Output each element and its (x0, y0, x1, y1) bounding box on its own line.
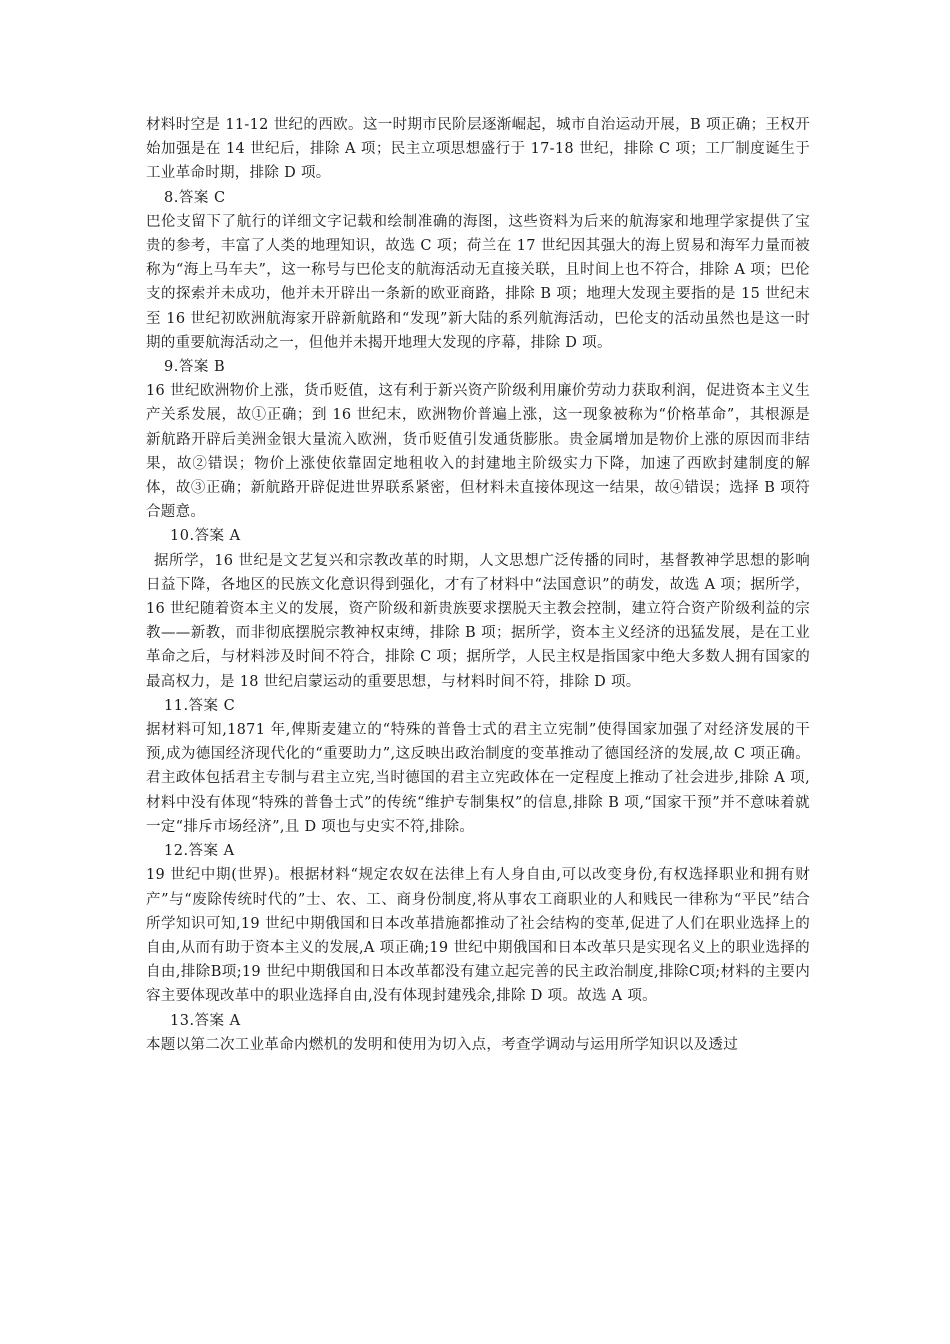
answer-heading-10: 10.答案 A (170, 528, 241, 545)
paragraph-question-12-explanation: 19 世纪中期(世界)。根据材料“规定农奴在法律上有人身自由,可以改变身份,有权选择职业和拥有财产”与“废除传统时代的”士、农、工、商身份制度,将从事农工商职业的人和贱民一律称为“平民”结合所学知识可知,19 世纪中期俄国和日本改革措施都推动了社会结构的变革,促进了人们在职业选择上的自由,从而有助于资本主义的发展,A 项正确;19 世纪中期俄国和日本改革只是实现名义上的职业选择的自由,排除B项;19 世纪中期俄国和日本改革都没有建立起完善的民主政治制度,排除C项;材料的主要内容主要体现改革中的职业选择自由,没有体现封建残余,排除 D 项。故选 A 项。 (146, 867, 810, 1005)
answer-heading-9: 9.答案 B (164, 359, 226, 376)
paragraph-question-11-explanation: 据材料可知,1871 年,俾斯麦建立的“特殊的普鲁士式的君主立宪制”使得国家加强了对经济发展的干预,成为德国经济现代化的“重要助力”,这反映出政治制度的变革推动了德国经济的发展,故 C 项正确。君主政体包括君主专制与君主立宪,当时德国的君主立宪政体在一定程度上推动了社会进步,排除 A 项,材料中没有体现“特殊的普鲁士式”的传统“维护专制集权”的信息,排除 B 项,“国家干预”并不意味着就一定“排斥市场经济”,且 D 项也与史实不符,排除。 (146, 722, 810, 835)
paragraph-question-13-explanation: 本题以第二次工业革命内燃机的发明和使用为切入点，考查学调动与运用所学知识以及透过 (146, 1036, 738, 1053)
answer-heading-13: 13.答案 A (170, 1012, 241, 1029)
answer-heading-11: 11.答案 C (164, 697, 236, 714)
paragraph-question-10-explanation: 据所学，16 世纪是文艺复兴和宗教改革的时期，人文思想广泛传播的同时，基督教神学思想的影响日益下降，各地区的民族文化意识得到强化，才有了材料中“法国意识”的萌发，故选 A 项；据所学，16 世纪随着资本主义的发展，资产阶级和新贵族要求摆脱天主教会控制，建立符合资产阶级利益的宗教——新教，而非彻底摆脱宗教神权束缚，排除 B 项；据所学，资本主义经济的迅猛发展，是在工业革命之后，与材料涉及时间不符合，排除 C 项；据所学，人民主权是指国家中绝大多数人拥有国家的最高权力，是 18 世纪启蒙运动的重要思想，与材料时间不符，排除 D 项。 (146, 552, 810, 690)
paragraph-question-7-explanation: 材料时空是 11-12 世纪的西欧。这一时期市民阶层逐渐崛起，城市自治运动开展，B 项正确；王权开始加强是在 14 世纪后，排除 A 项；民主立项思想盛行于 17-18 世纪，排除 C 项；工厂制度诞生于工业革命时期，排除 D 项。 (146, 117, 810, 182)
document-page (146, 113, 810, 1057)
paragraph-question-9-explanation: 16 世纪欧洲物价上涨，货币贬值，这有利于新兴资产阶级利用廉价劳动力获取利润，促进资本主义生产关系发展，故①正确；到 16 世纪末，欧洲物价普遍上涨，这一现象被称为“价格革命”，其根源是新航路开辟后美洲金银大量流入欧洲，货币贬值引发通货膨胀。贵金属增加是物价上涨的原因而非结果，故②错误；物价上涨使依靠固定地租收入的封建地主阶级实力下降，加速了西欧封建制度的解体，故③正确；新航路开辟促进世界联系紧密，但材料未直接体现这一结果，故④错误；选择 B 项符合题意。 (146, 383, 810, 521)
answer-heading-8: 8.答案 C (164, 189, 226, 206)
answer-heading-12: 12.答案 A (164, 843, 235, 860)
paragraph-question-8-explanation: 巴伦支留下了航行的详细文字记载和绘制准确的海图，这些资料为后来的航海家和地理学家提供了宝贵的参考，丰富了人类的地理知识，故选 C 项；荷兰在 17 世纪因其强大的海上贸易和海军力量而被称为“海上马车夫”，这一称号与巴伦支的航海活动无直接关联，且时间上也不符合，排除 A 项；巴伦支的探索并未成功，他并未开辟出一条新的欧亚商路，排除 B 项；地理大发现主要指的是 15 世纪末至 16 世纪初欧洲航海家开辟新航路和“发现”新大陆的系列航海活动，巴伦支的活动虽然也是这一时期的重要航海活动之一，但他并未揭开地理大发现的序幕，排除 D 项。 (146, 213, 810, 351)
